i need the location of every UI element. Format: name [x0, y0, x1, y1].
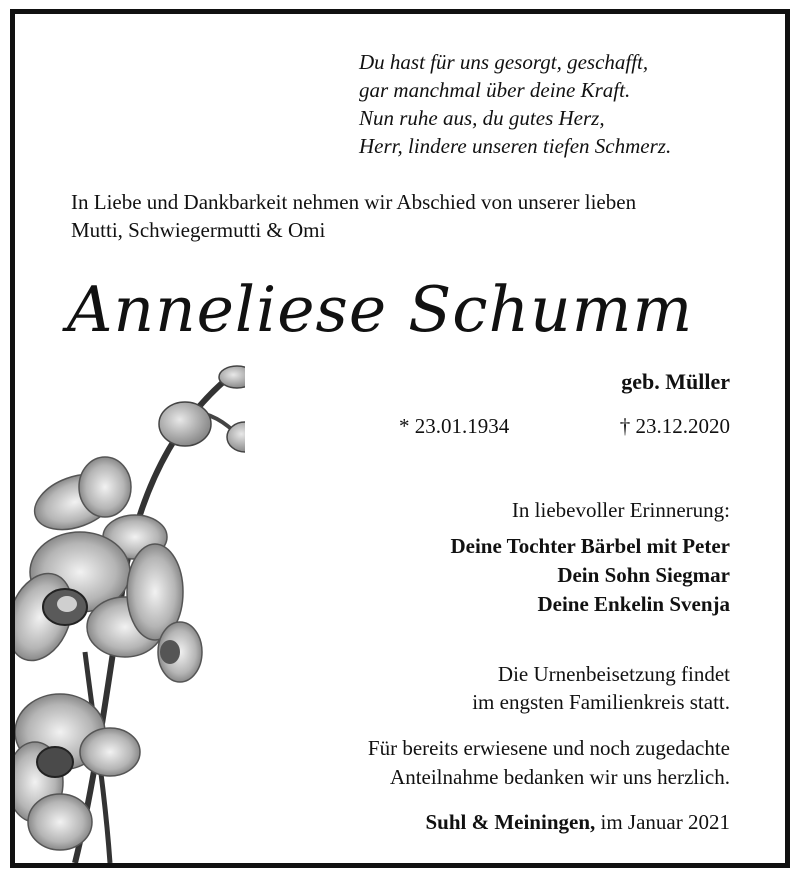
birth-date: * 23.01.1934: [399, 414, 510, 438]
poem-line: gar manchmal über deine Kraft.: [359, 78, 631, 102]
orchid-illustration: [15, 352, 245, 863]
intro-line: In Liebe und Dankbarkeit nehmen wir Abschied von unserer lieben: [71, 190, 637, 214]
urn-notice-line: Die Urnenbeisetzung findet: [497, 662, 730, 686]
signature-date: im Januar 2021: [600, 810, 730, 834]
poem: [359, 48, 779, 160]
memory-heading: In liebevoller Erinnerung:: [511, 498, 730, 522]
family-member: Deine Tochter Bärbel mit Peter: [450, 534, 730, 558]
intro-text: [71, 188, 771, 244]
thanks-text: [368, 734, 730, 792]
death-date: † 23.12.2020: [619, 414, 730, 438]
birth-name: geb. Müller: [621, 369, 730, 394]
thanks-line: Anteilnahme bedanken wir uns herzlich.: [390, 765, 730, 789]
poem-line: Du hast für uns gesorgt, geschafft,: [359, 50, 649, 74]
poem-line: Herr, lindere unseren tiefen Schmerz.: [359, 134, 672, 158]
signature-place: Suhl & Meiningen,: [425, 810, 596, 834]
deceased-name: Anneliese Schumm: [67, 273, 694, 346]
signature: [425, 808, 730, 836]
urn-notice: [472, 660, 730, 716]
urn-notice-line: im engsten Familienkreis statt.: [472, 690, 730, 714]
family-member: Dein Sohn Siegmar: [557, 563, 730, 587]
poem-line: Nun ruhe aus, du gutes Herz,: [359, 106, 605, 130]
family-list: [450, 532, 730, 619]
intro-line: Mutti, Schwiegermutti & Omi: [71, 218, 326, 242]
thanks-line: Für bereits erwiesene und noch zugedachte: [367, 736, 730, 760]
obituary-frame: [10, 9, 790, 868]
family-member: Deine Enkelin Svenja: [537, 592, 730, 616]
